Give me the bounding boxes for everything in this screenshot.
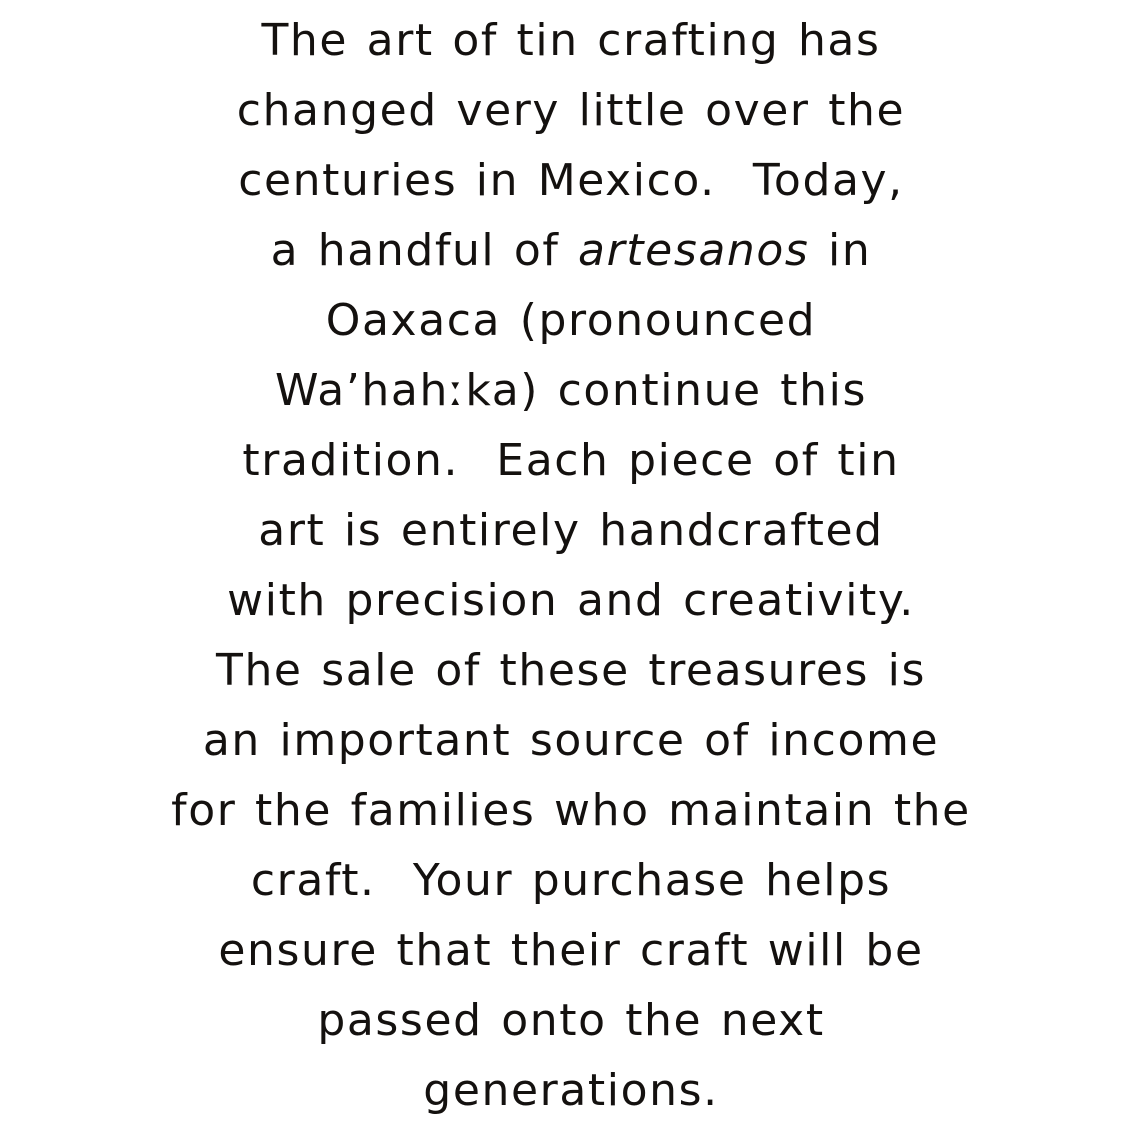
passage-line: changed very little over the bbox=[236, 85, 906, 136]
passage-line: The art of tin crafting has bbox=[261, 15, 881, 66]
passage-line: generations. bbox=[423, 1065, 719, 1116]
passage-line: art is entirely handcrafted bbox=[258, 505, 884, 556]
passage-line: ensure that their craft will be bbox=[218, 925, 924, 976]
passage-line: tradition. Each piece of tin bbox=[242, 435, 900, 486]
passage-line: passed onto the next bbox=[317, 995, 825, 1046]
passage-line: Oaxaca (pronounced bbox=[325, 295, 817, 346]
passage-line-prefix: a handful of bbox=[270, 225, 579, 276]
passage-line-suffix: in bbox=[809, 225, 872, 276]
passage-line: The sale of these treasures is bbox=[215, 645, 927, 696]
passage-text bbox=[71, 6, 1071, 1126]
passage-line: Wa’hahːka) continue this bbox=[274, 365, 867, 416]
emphasized-word: artesanos bbox=[578, 225, 810, 276]
passage-line-with-emphasis bbox=[71, 216, 1071, 286]
passage-line: an important source of income bbox=[202, 715, 940, 766]
passage-line: with precision and creativity. bbox=[227, 575, 915, 626]
passage-line: centuries in Mexico. Today, bbox=[238, 155, 904, 206]
passage-line: for the families who maintain the bbox=[171, 785, 971, 836]
passage-line: craft. Your purchase helps bbox=[250, 855, 892, 906]
